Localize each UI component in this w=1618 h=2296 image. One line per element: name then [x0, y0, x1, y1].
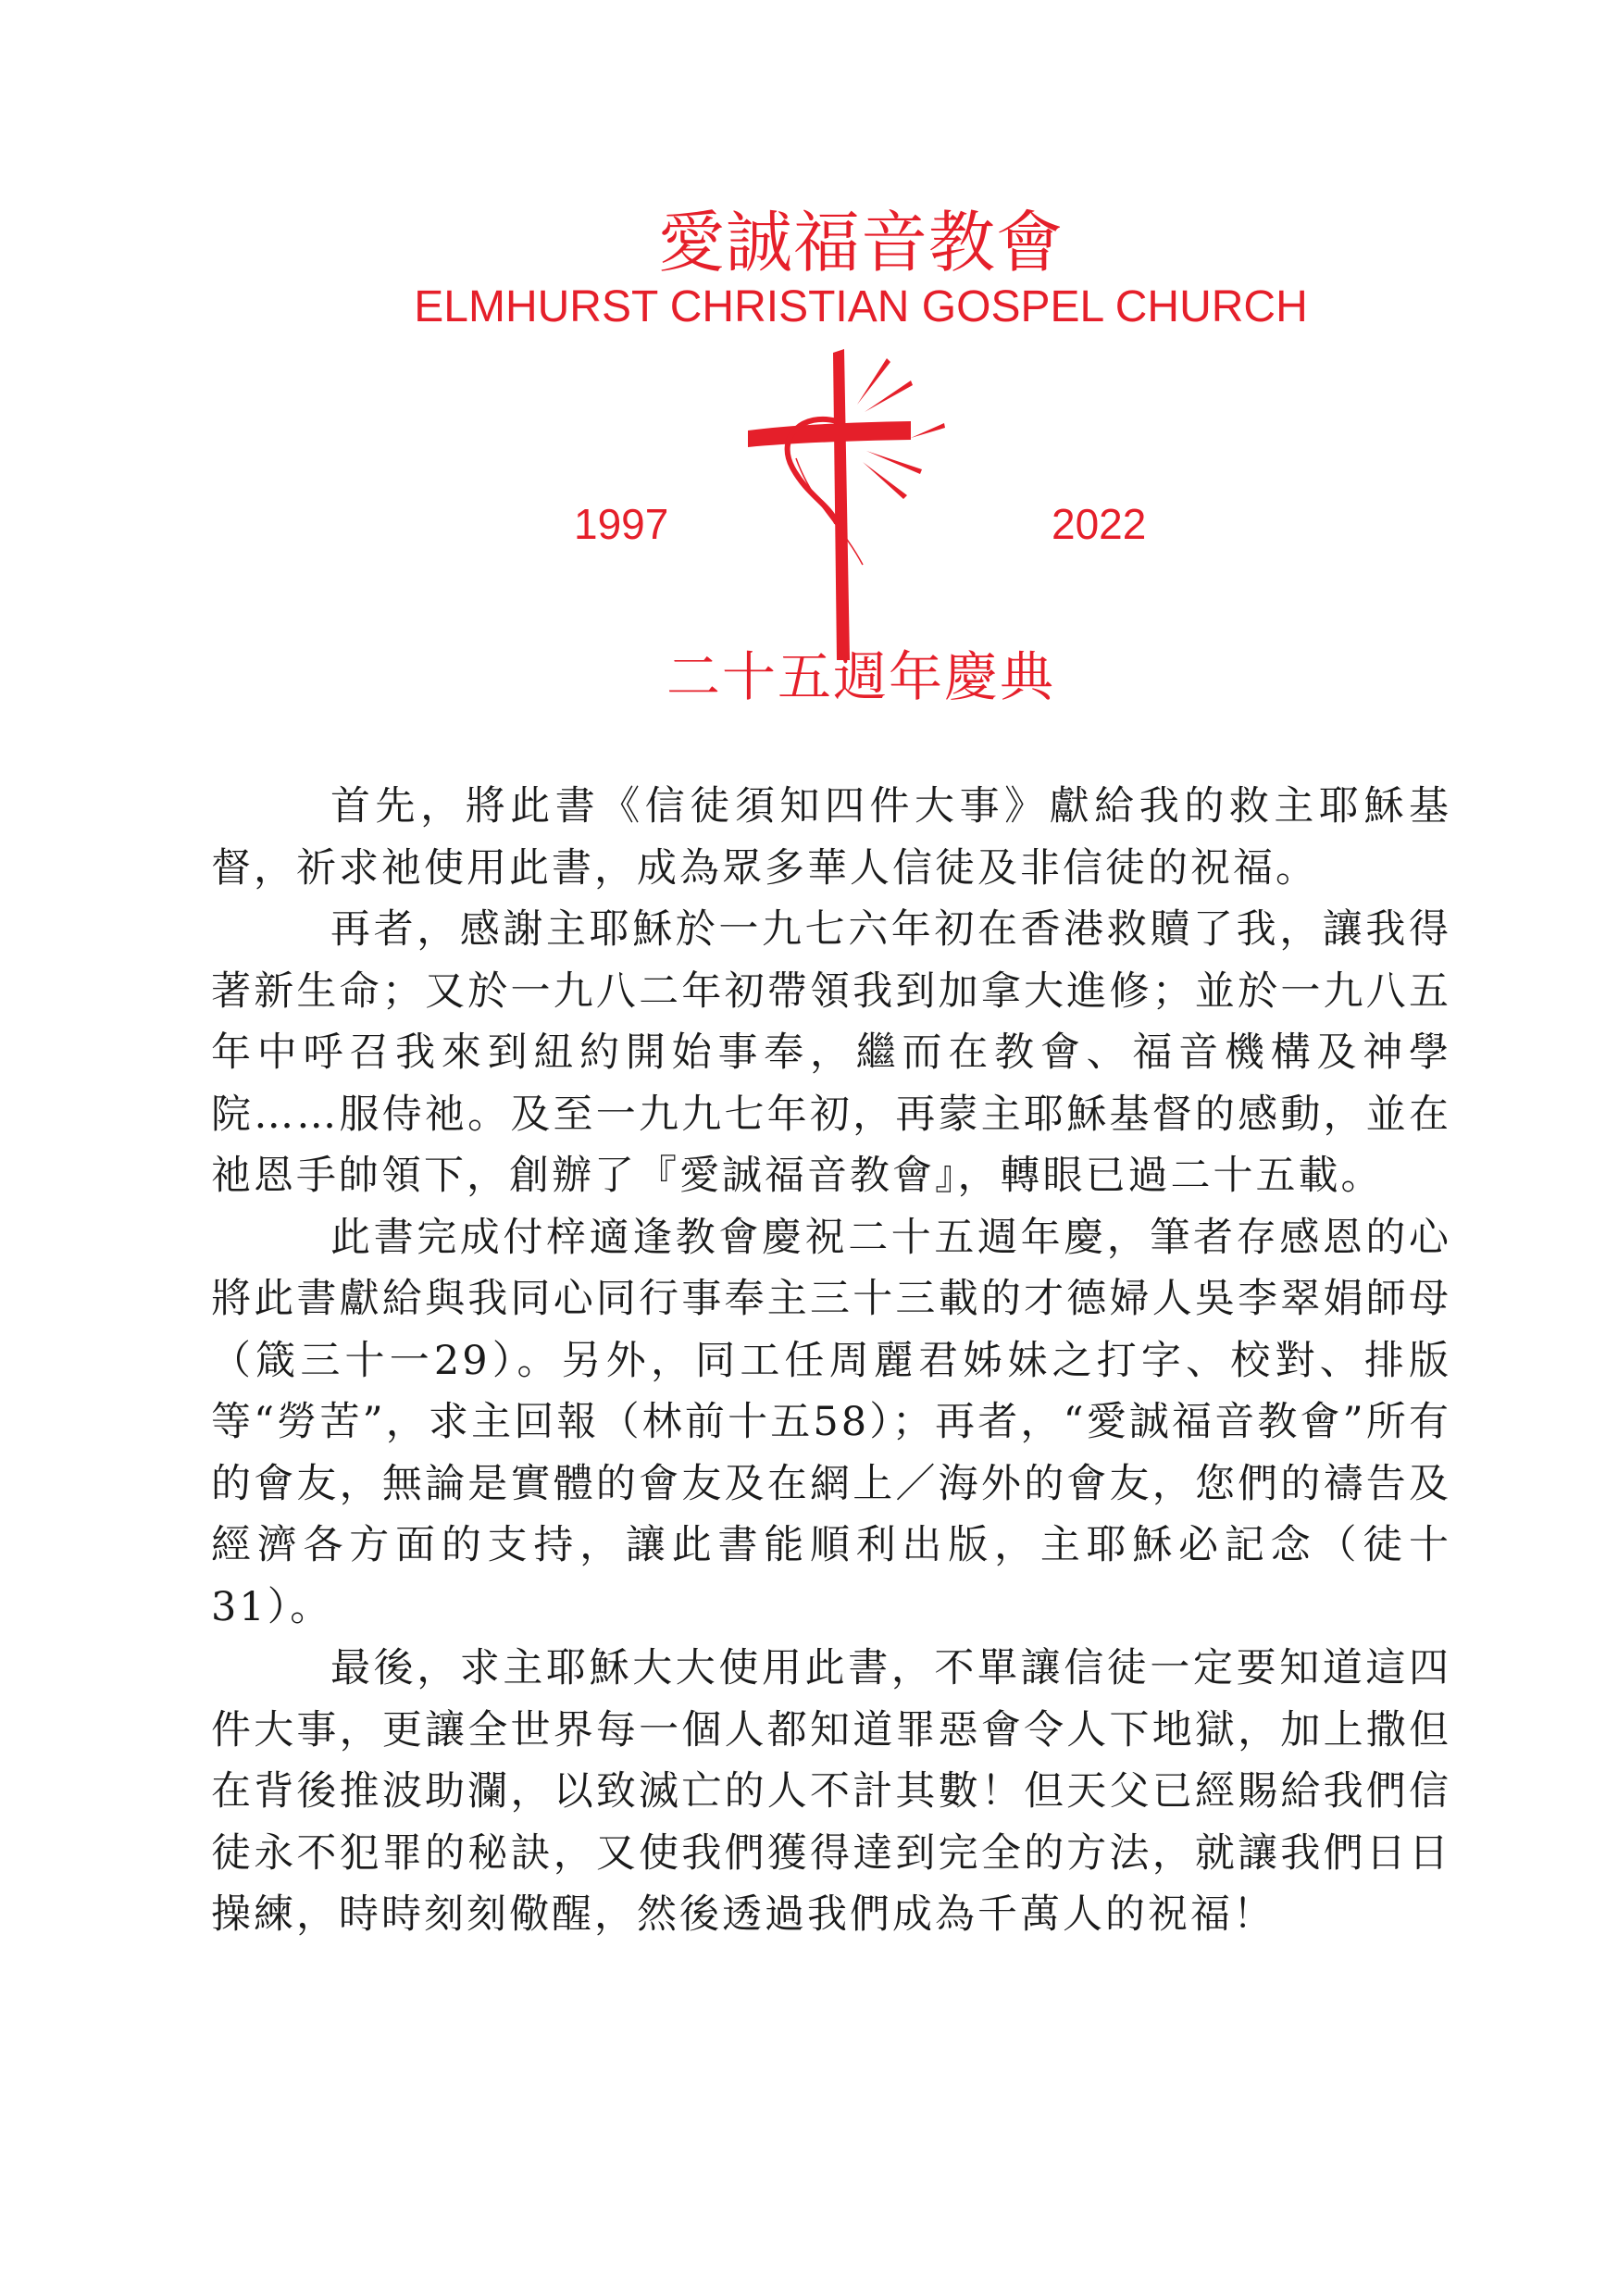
anniversary-title: 二十五週年慶典: [666, 645, 1055, 708]
page-header: [0, 0, 1618, 741]
church-name-chinese: 愛誠福音教會: [657, 204, 1064, 281]
paragraph-1: 首先，將此書《信徒須知四件大事》獻給我的救主耶穌基督，祈求祂使用此書，成為眾多華人信徒及非信徒的祝福。: [211, 783, 1451, 892]
preface-body: [211, 776, 1451, 1946]
church-name-english: ELMHURST CHRISTIAN GOSPEL CHURCH: [414, 282, 1308, 331]
year-start: 1997: [574, 500, 669, 548]
cross-with-sunburst-icon: [748, 347, 952, 662]
year-end: 2022: [1052, 500, 1147, 548]
paragraph-4: 最後，求主耶穌大大使用此書，不單讓信徒一定要知道這四件大事，更讓全世界每一個人都知道罪惡會令人下地獄，加上撒但在背後推波助瀾，以致滅亡的人不計其數！但天父已經賜給我們信徒永不犯罪的秘訣，又使我們獲得達到完全的方法，就讓我們日日操練，時時刻刻儆醒，然後透過我們成為千萬人的祝福！: [211, 1645, 1451, 1938]
paragraph-3: 此書完成付梓適逢教會慶祝二十五週年慶，筆者存感恩的心將此書獻給與我同心同行事奉主三十三載的才德婦人吳李翠娟師母（箴三十一29）。另外，同工任周麗君姊妹之打字、校對、排版等“勞苦”，求主回報（林前十五58）；再者，“愛誠福音教會”所有的會友，無論是實體的會友及在網上／海外的會友，您們的禱告及經濟各方面的支持，讓此書能順利出版，主耶穌必記念（徒十31）。: [211, 1214, 1451, 1630]
paragraph-2: 再者，感謝主耶穌於一九七六年初在香港救贖了我，讓我得著新生命；又於一九八二年初帶領我到加拿大進修；並於一九八五年中呼召我來到紐約開始事奉，繼而在教會、福音機構及神學院……服侍祂。及至一九九七年初，再蒙主耶穌基督的感動，並在祂恩手帥領下，創辦了『愛誠福音教會』，轉眼已過二十五載。: [211, 906, 1451, 1199]
